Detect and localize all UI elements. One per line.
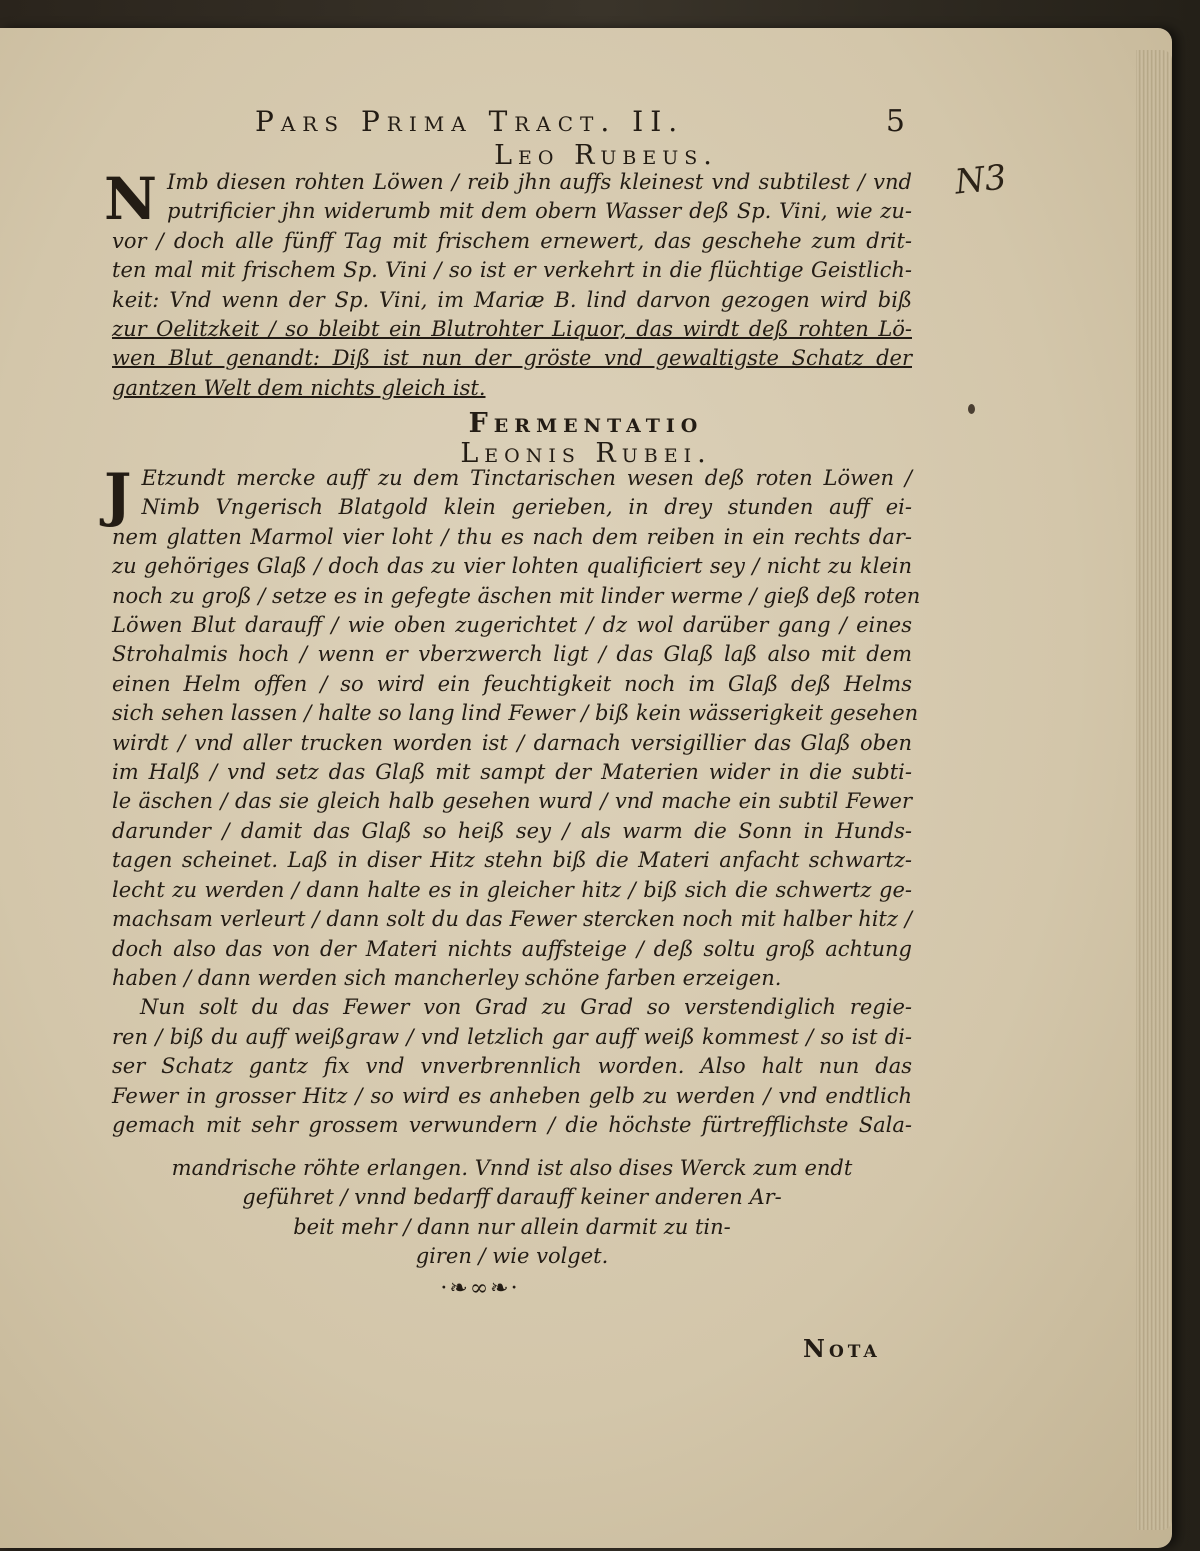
section1-text <box>104 165 912 403</box>
section-subtitle-leonis-rubei: Leonis Rubei. <box>460 438 712 469</box>
dropcap-n: N <box>104 165 158 233</box>
text-line: vor / doch alle fünff Tag mit frischem ernewert, das geschehe zum drit- <box>112 228 912 253</box>
text-line: nem glatten Marmol vier loht / thu es nach dem reiben in ein rechts dar- <box>112 524 912 549</box>
text-line: wirdt / vnd aller trucken worden ist / darnach versigillier das Glaß oben <box>112 730 912 755</box>
section2-ending-taper <box>112 1154 912 1272</box>
text-line: mandrische röhte erlangen. Vnnd ist also dises Werck zum endt <box>171 1156 853 1180</box>
running-head-title: Pars Prima Tract. II. <box>255 105 685 138</box>
text-line: wen Blut genandt: Diß ist nun der gröste vnd gewaltigste Schatz der <box>112 346 912 371</box>
text-line: Nun solt du das Fewer von Grad zu Grad so verstendiglich regie- <box>140 995 912 1020</box>
text-line: zur Oelitzkeit / so bleibt ein Blutrohter Liquor, das wirdt deß rohten Lö- <box>112 317 912 342</box>
section2-text <box>104 461 921 1140</box>
text-line: gantzen Welt dem nichts gleich ist. <box>112 375 486 400</box>
catchword: Nota <box>803 1334 881 1363</box>
text-line: putrificier jhn widerumb mit dem obern Wasser deß Sp. Vini, wie zu- <box>167 199 912 224</box>
text-line: haben / dann werden sich mancherley schöne farben erzeigen. <box>112 965 782 990</box>
text-line: keit: Vnd wenn der Sp. Vini, im Mariæ B. lind darvon gezogen wird biß <box>112 287 912 312</box>
section-title-fermentatio: Fermentatio <box>468 408 704 439</box>
text-line: Löwen Blut darauff / wie oben zugerichtet / dz wol darüber gang / eines <box>112 613 912 638</box>
text-line: gemach mit sehr grossem verwundern / die höchste fürtrefflichste Sala- <box>112 1112 912 1137</box>
text-line: Etzundt mercke auff zu dem Tinctarischen wesen deß roten Löwen / <box>141 466 912 490</box>
text-line: tagen scheinet. Laß in diser Hitz stehn biß die Materi anfacht schwartz- <box>112 848 912 873</box>
text-line: ten mal mit frischem Sp. Vini / so ist er verkehrt in die flüchtige Geistlich- <box>112 258 912 283</box>
dropcap-j: J <box>104 461 132 529</box>
page-edge <box>1136 50 1172 1530</box>
text-line: Strohalmis hoch / wenn er vberzwerch ligt / das Glaß laß also mit dem <box>112 642 912 667</box>
text-line: lecht zu werden / dann halte es in gleicher hitz / biß sich die schwertz ge- <box>112 877 912 902</box>
text-line: doch also das von der Materi nichts auffsteige / deß soltu groß achtung <box>112 936 912 961</box>
running-head <box>255 104 905 139</box>
text-line: ser Schatz gantz fix vnd vnverbrennlich worden. Also halt nun das <box>112 1054 912 1079</box>
ink-speck <box>968 404 975 414</box>
text-line: einen Helm offen / so wird ein feuchtigkeit noch im Glaß deß Helms <box>112 671 912 696</box>
tailpiece-ornament: ·❧∞❧· <box>440 1276 520 1301</box>
section-title-leo-rubeus: Leo Rubeus. <box>494 140 718 171</box>
text-line: Fewer in grosser Hitz / so wird es anheben gelb zu werden / vnd endtlich <box>112 1083 912 1108</box>
text-line: Imb diesen rohten Löwen / reib jhn auffs kleinest vnd subtilest / vnd <box>167 170 912 194</box>
text-line: noch zu groß / setze es in gefegte äschen mit linder werme / gieß deß roten <box>112 583 921 608</box>
text-line: geführet / vnnd bedarff darauff keiner anderen Ar- <box>242 1185 782 1210</box>
folio-number: 5 <box>885 104 905 139</box>
text-line: ren / biß du auff weißgraw / vnd letzlich gar auff weiß kommest / so ist di- <box>112 1024 912 1049</box>
handwritten-margin-note: N3 <box>953 157 1009 203</box>
text-line: giren / wie volget. <box>415 1244 609 1269</box>
text-line: darunder / damit das Glaß so heiß sey / als warm die Sonn in Hunds- <box>112 818 912 843</box>
text-line: le äschen / das sie gleich halb gesehen wurd / vnd mache ein subtil Fewer <box>112 789 912 814</box>
text-line: Nimb Vngerisch Blatgold klein gerieben, in drey stunden auff ei- <box>141 495 912 520</box>
text-line: sich sehen lassen / halte so lang lind Fewer / biß kein wässerigkeit gesehen <box>112 701 919 726</box>
text-line: beit mehr / dann nur allein darmit zu tin- <box>293 1214 731 1239</box>
text-line: zu gehöriges Glaß / doch das zu vier lohten qualificiert sey / nicht zu klein <box>112 554 912 579</box>
text-line: machsam verleurt / dann solt du das Fewer stercken noch mit halber hitz / <box>112 907 912 932</box>
text-line: im Halß / vnd setz das Glaß mit sampt der Materien wider in die subti- <box>112 760 912 785</box>
